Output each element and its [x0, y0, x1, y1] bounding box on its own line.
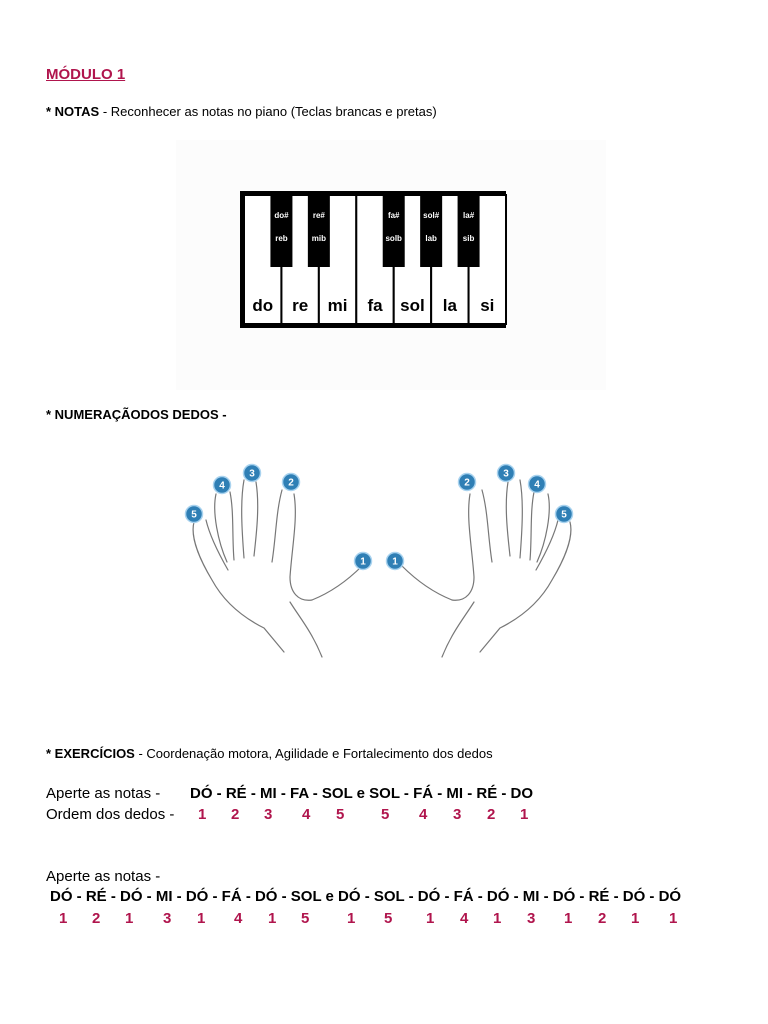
finger-number: 1	[268, 910, 277, 927]
finger-number-label: 5	[561, 509, 567, 521]
finger-number-label: 1	[392, 556, 398, 568]
finger-number: 3	[527, 910, 536, 927]
finger-number: 1	[520, 806, 529, 823]
black-key-flat-label: reb	[275, 234, 288, 243]
black-key	[420, 195, 442, 267]
finger-number: 1	[631, 910, 640, 927]
finger-number-label: 4	[219, 480, 225, 492]
black-key-flat-label: sib	[462, 234, 475, 243]
finger-number: 1	[669, 910, 678, 927]
finger-number-label: 1	[360, 556, 366, 568]
finger-number: 2	[487, 806, 496, 823]
black-key-sharp-label: fa#	[387, 211, 400, 220]
finger-number: 5	[381, 806, 390, 823]
finger-number: 1	[198, 806, 207, 823]
black-key	[458, 195, 480, 267]
notes-heading	[46, 104, 437, 119]
finger-number: 4	[419, 806, 428, 823]
finger-number-label: 2	[464, 477, 470, 489]
exercise1-sequence: DÓ - RÉ - MI - FA - SOL e SOL - FÁ - MI - RÉ - DO	[190, 785, 534, 802]
black-key	[308, 195, 330, 267]
left-hand-icon	[193, 477, 362, 657]
finger-numbering-image	[172, 452, 592, 682]
finger-number: 3	[163, 910, 172, 927]
finger-number: 4	[234, 910, 243, 927]
finger-number: 1	[125, 910, 134, 927]
black-key	[270, 195, 292, 267]
finger-number: 4	[302, 806, 311, 823]
finger-number: 1	[493, 910, 502, 927]
black-key-sharp-label: la#	[463, 211, 475, 220]
finger-number-label: 3	[249, 468, 255, 480]
finger-number: 1	[59, 910, 68, 927]
fingers-heading: * NUMERAÇÃODOS DEDOS -	[46, 407, 227, 422]
finger-number: 3	[453, 806, 462, 823]
black-key	[383, 195, 405, 267]
finger-number: 5	[384, 910, 393, 927]
notes-heading-prefix: * NOTAS	[46, 104, 100, 119]
finger-number: 2	[92, 910, 101, 927]
finger-number: 5	[301, 910, 310, 927]
finger-number: 1	[564, 910, 573, 927]
exercises-heading-prefix: * EXERCÍCIOS	[46, 746, 135, 761]
white-key-label: sol	[400, 296, 425, 315]
finger-number-label: 5	[191, 509, 197, 521]
exercise1-fingers-label: Ordem dos dedos -	[46, 806, 175, 823]
white-key-label: si	[480, 296, 495, 315]
exercises-heading	[46, 746, 493, 761]
finger-number: 3	[264, 806, 273, 823]
black-key-flat-label: solb	[385, 234, 402, 243]
finger-number: 2	[231, 806, 240, 823]
finger-number: 1	[426, 910, 435, 927]
finger-number-label: 2	[288, 477, 294, 489]
white-key-label: fa	[367, 296, 383, 315]
black-key-sharp-label: re#	[312, 211, 325, 220]
exercise2-sequence: DÓ - RÉ - DÓ - MI - DÓ - FÁ - DÓ - SOL e DÓ - SOL - DÓ - FÁ - DÓ - MI - DÓ - RÉ - DÓ - DÓ	[50, 888, 682, 905]
white-key-label: re	[292, 296, 309, 315]
finger-number-label: 4	[534, 479, 540, 491]
exercises-heading-description: - Coordenação motora, Agilidade e Fortalecimento dos dedos	[134, 746, 493, 761]
black-key-flat-label: mib	[311, 234, 326, 243]
finger-number: 5	[336, 806, 345, 823]
black-key-sharp-label: do#	[274, 211, 289, 220]
finger-number: 2	[598, 910, 607, 927]
finger-number: 4	[460, 910, 469, 927]
black-key-flat-label: lab	[425, 234, 437, 243]
exercise2-notes-label: Aperte as notas -	[46, 868, 161, 885]
piano-keyboard-image	[176, 140, 606, 390]
notes-heading-description: - Reconhecer as notas no piano (Teclas brancas e pretas)	[99, 104, 437, 119]
exercise1-notes-label: Aperte as notas -	[46, 785, 161, 802]
finger-number: 1	[347, 910, 356, 927]
black-key-sharp-label: sol#	[423, 211, 440, 220]
right-hand-icon	[402, 477, 571, 657]
white-key-label: mi	[327, 296, 348, 315]
finger-number: 1	[197, 910, 206, 927]
finger-number-label: 3	[503, 468, 509, 480]
module-title: MÓDULO 1	[46, 66, 126, 83]
white-key-label: do	[252, 296, 274, 315]
white-key-label: la	[442, 296, 457, 315]
